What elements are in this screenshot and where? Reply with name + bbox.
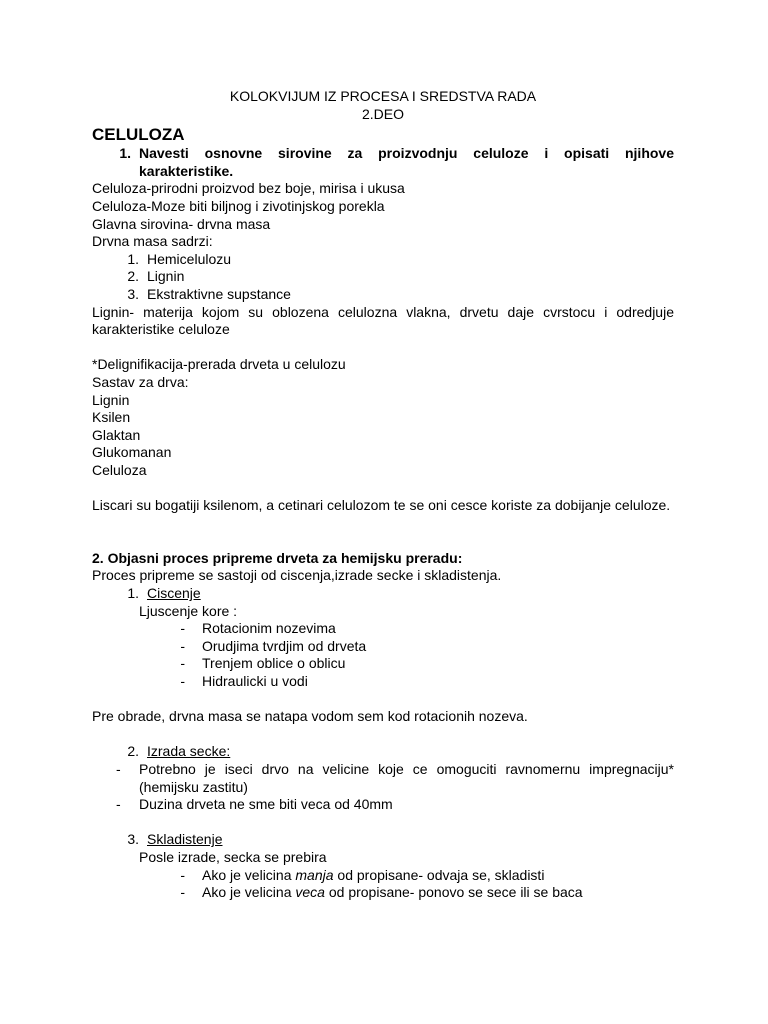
dash-item: - Orudjima tvrdjim od drveta [180, 637, 367, 654]
document-part: 2.DEO [361, 105, 404, 122]
composition-item: Ksilen [92, 409, 131, 426]
dash-item: - Duzina drveta ne sme biti veca od 40mm [116, 796, 393, 813]
composition-item: Glukomanan [92, 444, 172, 461]
pre-processing-note: Pre obrade, drvna masa se natapa vodom sem kod rotacionih nozeva. [92, 708, 528, 725]
dash-item: - Trenjem oblice o oblicu [180, 655, 346, 672]
document-title: KOLOKVIJUM IZ PROCESA I SREDSTVA RADA [229, 88, 537, 104]
dash-item: - Potrebno je iseci drvo na velicine koje ce omoguciti ravnomernu impregnaciju* (hemijsku zastitu) [116, 760, 674, 795]
step-2: 2. Izrada secke: [127, 743, 231, 760]
paragraph-line: Drvna masa sadrzi: [92, 233, 213, 250]
section-title: CELULOZA [92, 125, 185, 145]
question-2-intro: Proces pripreme se sastoji od ciscenja,izrade secke i skladistenja. [92, 567, 502, 584]
dash-item: - Ako je velicina veca od propisane- ponovo se sece ili se baca [180, 884, 583, 901]
step-3-subtitle: Posle izrade, secka se prebira [139, 848, 327, 865]
composition-item: Celuloza [92, 461, 147, 478]
dash-item: - Rotacionim nozevima [180, 620, 336, 637]
step-1-subtitle: Ljuscenje kore : [139, 602, 238, 619]
composition-item: Lignin [92, 391, 130, 408]
step-3-title: Skladistenje [147, 831, 223, 848]
step-2-title: Izrada secke: [147, 743, 231, 760]
step-3: 3. Skladistenje [127, 831, 223, 848]
list-item: 2. Lignin [127, 268, 185, 285]
paragraph-line: Celuloza-Moze biti biljnog i zivotinjskog porekla [92, 197, 385, 214]
paragraph-line: Glavna sirovina- drvna masa [92, 215, 271, 232]
paragraph-line: Celuloza-prirodni proizvod bez boje, mirisa i ukusa [92, 180, 405, 197]
lignin-paragraph: Lignin- materija kojom su oblozena celulozna vlakna, drvetu daje cvrstocu i odredjuje karakteristike celuloze [92, 303, 674, 338]
dash-item: - Ako je velicina manja od propisane- odvaja se, skladisti [180, 866, 545, 883]
question-1-text: Navesti osnovne sirovine za proizvodnju celuloze i opisati njihove karakteristike. [139, 145, 674, 179]
question-1-number: 1. [119, 145, 131, 162]
delignification-note: *Delignifikacija-prerada drveta u celulozu [92, 356, 346, 373]
list-item: 1. Hemicelulozu [127, 250, 232, 267]
question-1 [92, 145, 674, 180]
composition-item: Glaktan [92, 426, 141, 443]
step-1-title: Ciscenje [147, 585, 201, 602]
composition-title: Sastav za drva: [92, 373, 189, 390]
dash-item: - Hidraulicki u vodi [180, 673, 308, 689]
document-page [92, 88, 674, 902]
list-item: 3. Ekstraktivne supstance [127, 285, 291, 302]
liscari-paragraph: Liscari su bogatiji ksilenom, a cetinari celulozom te se oni cesce koriste za dobijanje celuloze. [92, 497, 671, 514]
question-2-title: 2. Objasni proces pripreme drveta za hemijsku preradu: [92, 549, 463, 566]
step-1: 1. Ciscenje [127, 585, 201, 602]
